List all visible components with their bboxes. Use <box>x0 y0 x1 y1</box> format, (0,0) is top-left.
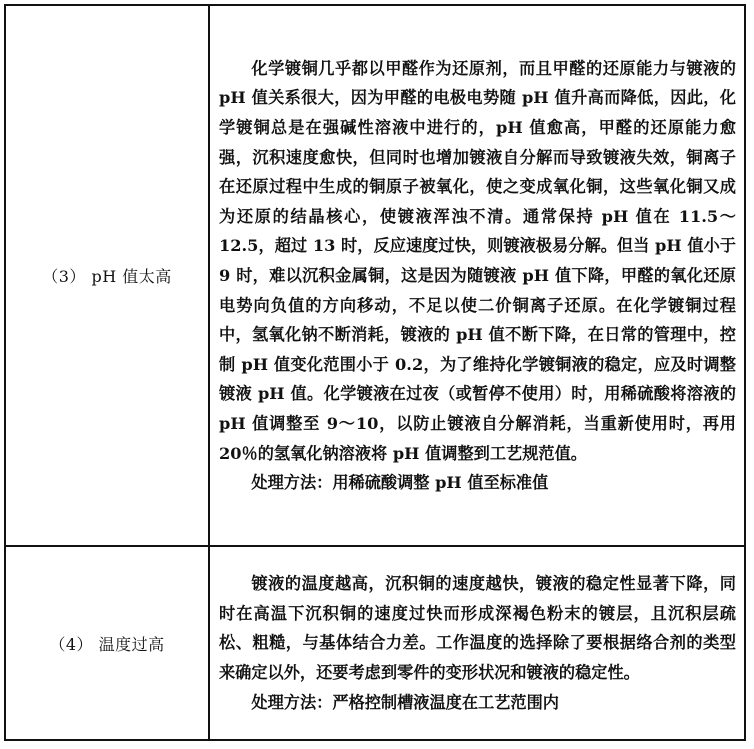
table-row <box>5 5 745 546</box>
issue-description-cell <box>209 5 745 546</box>
issue-description: 镀液的温度越高，沉积铜的速度越快，镀液的稳定性显著下降，同时在高温下沉积铜的速度过快而形成深褐色粉末的镀层，且沉积层疏松、粗糙，与基体结合力差。工作温度的选择除了要根据络合剂的类型来确定以外，还要考虑到零件的变形状况和镀液的稳定性。 <box>219 574 736 683</box>
treatment-method: 处理方法：严格控制槽液温度在工艺范围内 <box>251 692 559 712</box>
issue-label: （3） pH 值太高 <box>42 267 172 287</box>
issue-label-cell <box>5 546 209 740</box>
issue-description-cell <box>209 546 745 740</box>
troubleshooting-table <box>4 4 746 741</box>
treatment-method: 处理方法：用稀硫酸调整 pH 值至标准值 <box>251 473 549 493</box>
issue-label: （4） 温度过高 <box>49 634 165 654</box>
table-row <box>5 546 745 740</box>
issue-label-cell <box>5 5 209 546</box>
issue-description: 化学镀铜几乎都以甲醛作为还原剂，而且甲醛的还原能力与镀液的 pH 值关系很大，因为甲醛的电极电势随 pH 值升高而降低，因此，化学镀铜总是在强碱性溶液中进行的，pH 值愈高，甲醛的还原能力愈强，沉积速度愈快，但同时也增加镀液自分解而导致镀液失效，铜离子在还原过程中生成的铜原子被氧化，使之变成氧化铜，这些氧化铜又成为还原的结晶核心，使镀液浑浊不清。通常保持 pH 值在 11.5～12.5，超过 13 时，反应速度过快，则镀液极易分解。但当 pH 值小于 9 时，难以沉积金属铜，这是因为随镀液 pH 值下降，甲醛的氧化还原电势向负值的方向移动，不足以使二价铜离子还原。在化学镀铜过程中，氢氧化钠不断消耗，镀液的 pH 值不断下降，在日常的管理中，控制 pH 值变化范围小于 0.2，为了维持化学镀铜液的稳定，应及时调整镀液 pH 值。化学镀液在过夜（或暂停不使用）时，用稀硫酸将溶液的 pH 值调整至 9～10，以防止镀液自分解消耗，当重新使用时，再用 20％的氢氧化钠溶液将 pH 值调整到工艺规范值。 <box>219 58 736 463</box>
